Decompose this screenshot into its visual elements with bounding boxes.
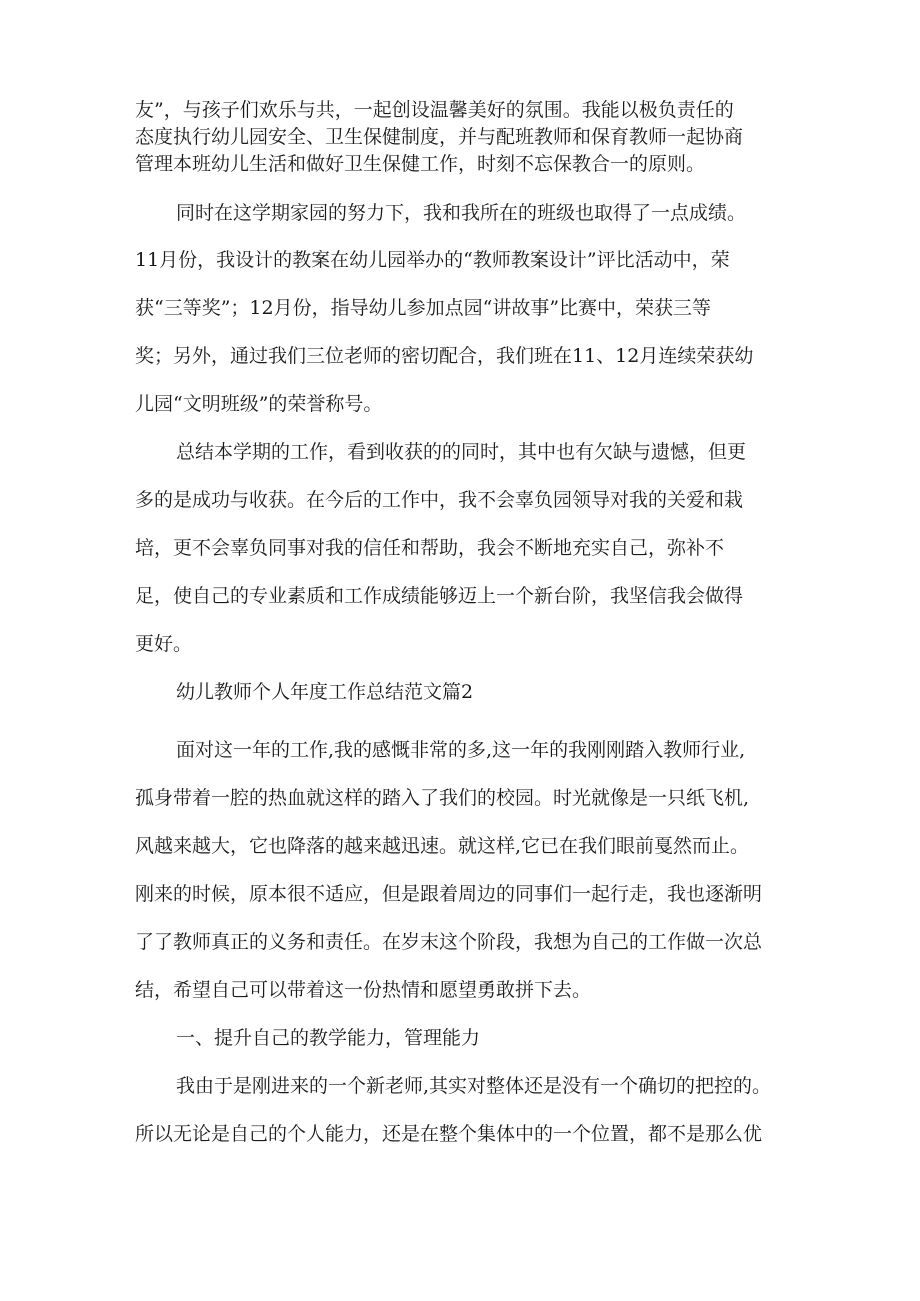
paragraph-line: 我由于是刚进来的一个新老师,其实对整体还是没有一个确切的把控的。 (176, 1075, 772, 1097)
subheading: 一、提升自己的教学能力，管理能力 (176, 1027, 481, 1049)
paragraph-line: 奖；另外，通过我们三位老师的密切配合，我们班在11、12月连续荣获幼 (135, 345, 754, 367)
paragraph-line: 面对这一年的工作,我的感慨非常的多,这一年的我刚刚踏入教师行业, (176, 739, 746, 761)
paragraph-line: 儿园“文明班级”的荣誉称号。 (135, 393, 383, 415)
paragraph-line: 所以无论是自己的个人能力，还是在整个集体中的一个位置，都不是那么优 (135, 1123, 763, 1145)
paragraph-line: 更好。 (135, 633, 193, 655)
paragraph-line: 11月份，我设计的教案在幼儿园举办的“教师教案设计”评比活动中，荣 (135, 249, 730, 271)
paragraph-line: 了了教师真正的义务和责任。在岁末这个阶段，我想为自己的工作做一次总 (135, 931, 763, 953)
paragraph-line: 结，希望自己可以带着这一份热情和愿望勇敢拼下去。 (135, 979, 592, 1001)
paragraph-line: 态度执行幼儿园安全、卫生保健制度，并与配班教师和保育教师一起协商 (135, 126, 744, 148)
section-title: 幼儿教师个人年度工作总结范文篇2 (176, 681, 474, 703)
paragraph-line: 足，使自己的专业素质和工作成绩能够迈上一个新台阶，我坚信我会做得 (135, 585, 744, 607)
paragraph-line: 刚来的时候，原本很不适应，但是跟着周边的同事们一起行走，我也逐渐明 (135, 883, 763, 905)
paragraph-line: 多的是成功与收获。在今后的工作中，我不会辜负园领导对我的关爱和栽 (135, 489, 744, 511)
paragraph-line: 管理本班幼儿生活和做好卫生保健工作，时刻不忘保教合一的原则。 (135, 153, 706, 175)
paragraph-line: 风越来越大，它也降落的越来越迅速。就这样,它已在我们眼前戛然而止。 (135, 835, 750, 857)
paragraph-line: 孤身带着一腔的热血就这样的踏入了我们的校园。时光就像是一只纸飞机, (135, 787, 750, 809)
paragraph-line: 友”，与孩子们欢乐与共，一起创设温馨美好的氛围。我能以极负责任的 (135, 99, 734, 121)
paragraph-line: 同时在这学期家园的努力下，我和我所在的班级也取得了一点成绩。 (176, 202, 747, 224)
paragraph-line: 总结本学期的工作，看到收获的的同时，其中也有欠缺与遗憾，但更 (176, 441, 747, 463)
paragraph-line: 获“三等奖”；12月份，指导幼儿参加点园“讲故事”比赛中，荣获三等 (135, 297, 712, 319)
paragraph-line: 培，更不会辜负同事对我的信任和帮助，我会不断地充实自己，弥补不 (135, 537, 725, 559)
